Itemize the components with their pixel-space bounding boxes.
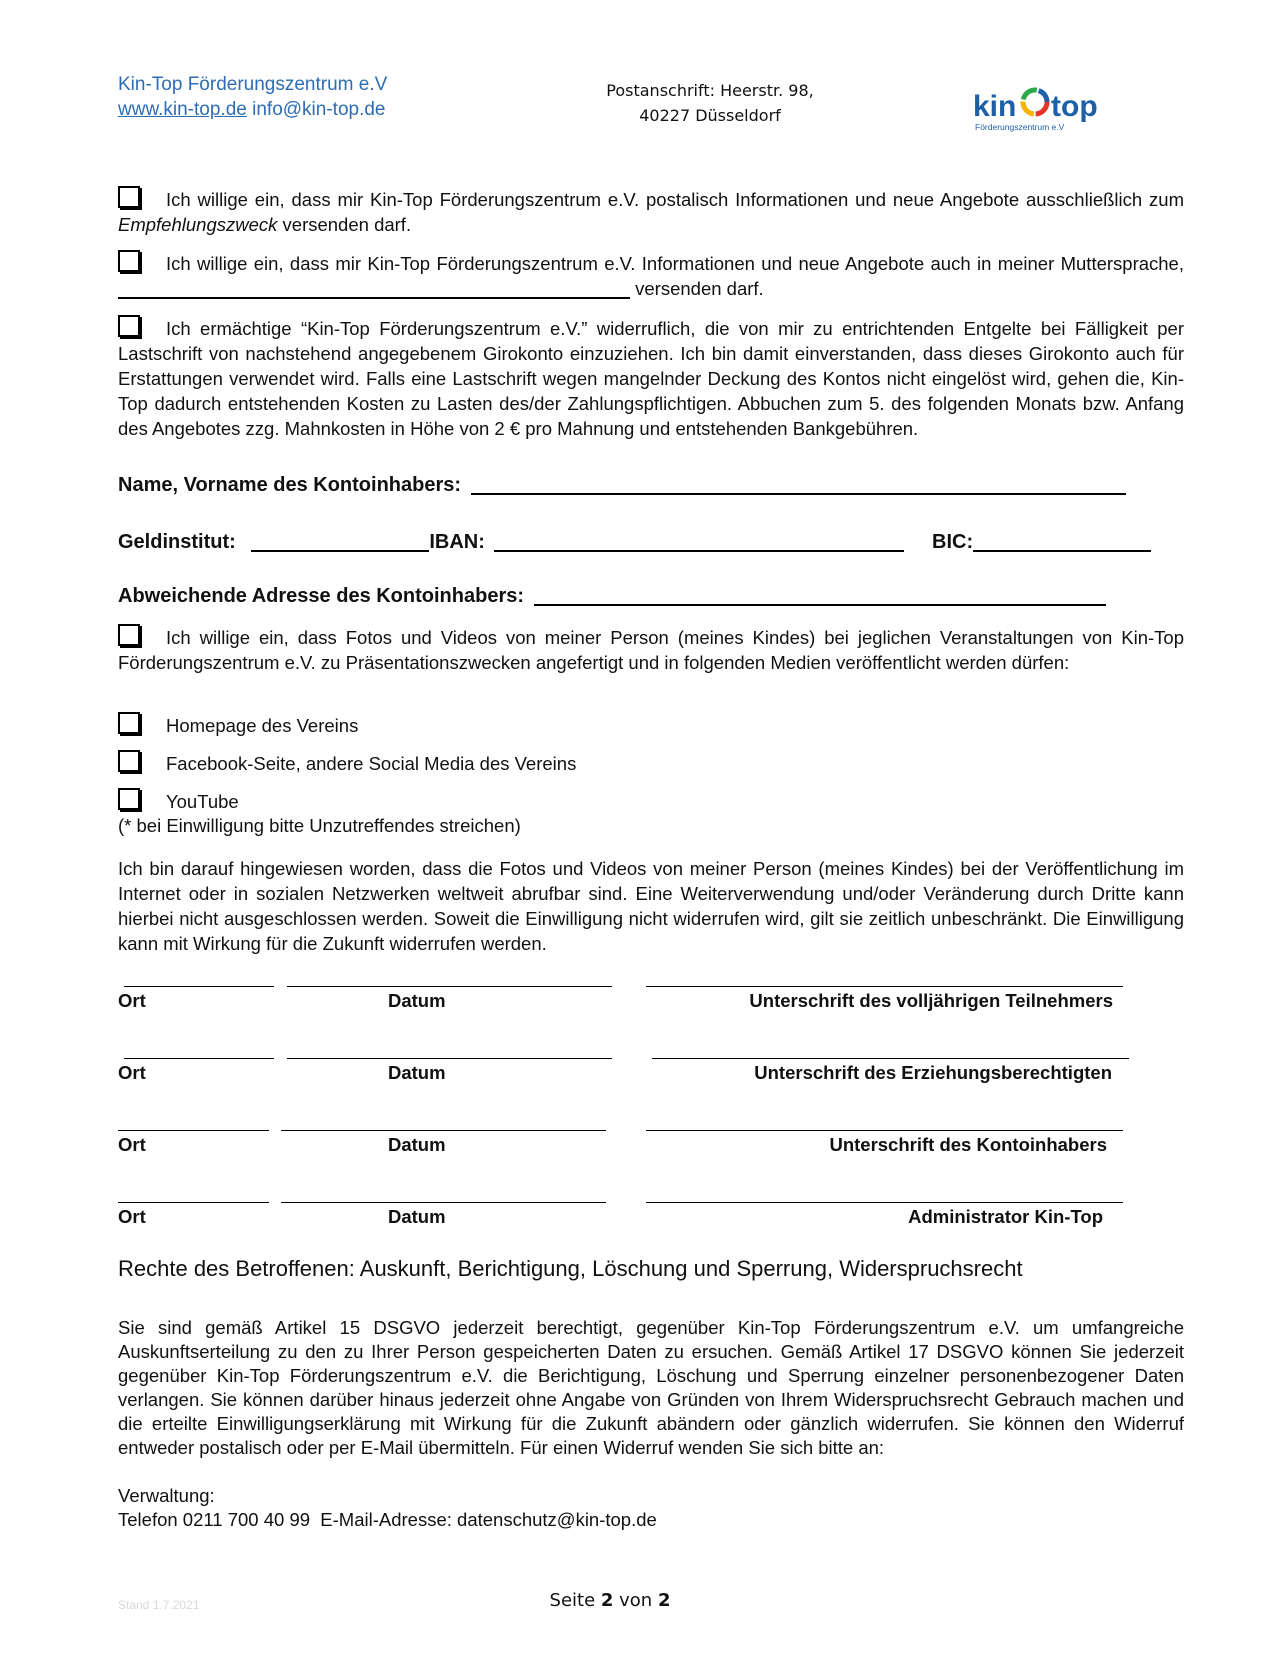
media-option-youtube	[118, 788, 239, 814]
consent-postal	[118, 186, 1184, 237]
media-option-homepage-label: Homepage des Vereins	[166, 715, 359, 736]
logo-text-left: kin	[973, 90, 1017, 123]
email-text: info@kin-top.de	[252, 99, 386, 120]
media-note: (* bei Einwilligung bitte Unzutreffendes streichen)	[118, 815, 521, 836]
consent-postal-text-post: versenden darf.	[277, 214, 412, 235]
media-option-homepage	[118, 712, 358, 738]
kin-top-logo	[973, 86, 1123, 138]
iban-input-line[interactable]	[494, 530, 904, 552]
signature-3-date-line[interactable]	[281, 1130, 606, 1131]
signature-4-date-label: Datum	[388, 1206, 446, 1227]
signature-2-date-label: Datum	[388, 1062, 446, 1083]
alt-address-label: Abweichende Adresse des Kontoinhabers:	[118, 585, 525, 607]
media-option-facebook-label: Facebook-Seite, andere Social Media des Vereins	[166, 753, 577, 774]
signature-3-signer-line[interactable]	[646, 1130, 1123, 1131]
media-option-youtube-label: YouTube	[166, 791, 239, 812]
signature-2-date-line[interactable]	[287, 1058, 612, 1059]
signature-4-signer-line[interactable]	[646, 1202, 1123, 1203]
bic-input-line[interactable]	[973, 530, 1151, 552]
signature-2-place-label: Ort	[118, 1062, 146, 1083]
signature-2-signer-label: Unterschrift des Erziehungsberechtigten	[754, 1062, 1112, 1083]
logo-text-right: top	[1051, 90, 1098, 123]
signature-4-place-line[interactable]	[118, 1202, 269, 1203]
signature-1-date-line[interactable]	[287, 986, 612, 987]
consent-postal-text-pre: Ich willige ein, dass mir Kin-Top Förderungszentrum e.V. postalisch Informationen und neue Angebote ausschließlich zum	[166, 189, 1184, 210]
signature-1-signer-label: Unterschrift des volljährigen Teilnehmers	[749, 990, 1113, 1011]
website-link[interactable]: www.kin-top.de	[118, 99, 247, 120]
document-version-stamp: Stand 1.7.2021	[118, 1598, 200, 1612]
signature-4-date-line[interactable]	[281, 1202, 606, 1203]
page-current: 2	[600, 1590, 614, 1611]
checkbox-direct-debit[interactable]	[118, 315, 140, 337]
bank-details-row	[118, 530, 1188, 554]
page-prefix: Seite	[549, 1590, 601, 1611]
media-disclaimer: Ich bin darauf hingewiesen worden, dass die Fotos und Videos von meiner Person (meines Kindes) bei der Veröffentlichung im Internet oder in sozialen Netzwerken weltweit abrufbar sind. Eine Weiterverwendung und/oder Veränderung durch Dritte kann hierbei nicht ausgeschlossen werden. Soweit die Einwilligung nicht widerrufen wird, gilt sie zeitlich unbeschränkt. Die Einwilligung kann mit Wirkung für die Zukunft widerrufen werden.	[118, 858, 1184, 954]
signature-1-place-line[interactable]	[124, 986, 274, 987]
logo-graphic	[973, 86, 1123, 138]
consent-media	[118, 624, 1184, 675]
consent-direct-debit-text: Ich ermächtige “Kin-Top Förderungszentrum e.V.” widerruflich, die von mir zu entrichtenden Entgelte bei Fälligkeit per Lastschrift von nachstehend angegebenem Girokonto einzuziehen. Ich bin damit einverstanden, dass dieses Girokonto auch für Erstattungen verwendet wird. Falls eine Lastschrift wegen mangelnder Deckung des Kontos nicht eingelöst wird, gehen die, Kin-Top dadurch entstehenden Kosten zu Lasten des/der Zahlungspflichtigen. Abbuchen zum 5. des folgenden Monats bzw. Anfang des Angebotes zzg. Mahnkosten in Höhe von 2 € pro Mahnung und entstehenden Bankgebühren.	[118, 318, 1184, 439]
page-number	[500, 1590, 720, 1611]
signature-1-signer-line[interactable]	[646, 986, 1123, 987]
account-holder-label: Name, Vorname des Kontoinhabers:	[118, 474, 462, 496]
account-holder-input-line[interactable]	[471, 473, 1126, 495]
signature-2-signer-line[interactable]	[652, 1058, 1129, 1059]
language-input-line[interactable]	[118, 277, 630, 299]
checkbox-homepage[interactable]	[118, 712, 140, 734]
consent-media-text: Ich willige ein, dass Fotos und Videos von meiner Person (meines Kindes) bei jeglichen Veranstaltungen von Kin-Top Förderungszentrum e.V. zu Präsentationszwecken angefertigt und in folgenden Medien veröffentlicht werden dürfen:	[118, 627, 1184, 673]
alt-address-input-line[interactable]	[534, 584, 1106, 606]
checkbox-facebook[interactable]	[118, 750, 140, 772]
consent-postal-emphasis: Empfehlungszweck	[118, 214, 278, 235]
rights-section-body: Sie sind gemäß Artikel 15 DSGVO jederzeit berechtigt, gegenüber Kin-Top Förderungszentrum e.V. um umfangreiche Auskunftserteilung zu den zu Ihrer Person gespeicherten Daten zu ersuchen. Gemäß Artikel 17 DSGVO können Sie jederzeit gegenüber Kin-Top Förderungszentrum e.V. die Berichtigung, Löschung und Sperrung einzelner personenbezogener Daten verlangen. Sie können darüber hinaus jederzeit ohne Angabe von Gründen von Ihrem Widerspruchsrecht Gebrauch machen und die erteilte Einwilligungserklärung mit Wirkung für die Zukunft abändern oder gänzlich widerrufen. Sie können den Widerruf entweder postalisch oder per E-Mail übermitteln. Für einen Widerruf wenden Sie sich bitte an:	[118, 1317, 1184, 1458]
consent-language-text-post: versenden darf.	[630, 278, 764, 299]
bank-input-line[interactable]	[251, 530, 429, 552]
checkbox-postal[interactable]	[118, 186, 140, 208]
page-mid: von	[613, 1590, 658, 1611]
signature-1-date-label: Datum	[388, 990, 446, 1011]
postal-line-1: Postanschrift: Heerstr. 98,	[606, 81, 814, 100]
page-total: 2	[657, 1590, 671, 1611]
account-holder-field	[118, 473, 1126, 497]
bic-label: BIC:	[932, 531, 974, 553]
consent-language	[118, 250, 1184, 301]
signature-1-place-label: Ort	[118, 990, 146, 1011]
signature-3-place-line[interactable]	[118, 1130, 269, 1131]
organization-contact	[118, 99, 386, 121]
logo-swirl-icon	[1023, 90, 1047, 114]
admin-contact: Telefon 0211 700 40 99 E-Mail-Adresse: datenschutz@kin-top.de	[118, 1509, 657, 1530]
logo-subtitle: Förderungszentrum e.V	[975, 122, 1065, 132]
postal-line-2: 40227 Düsseldorf	[639, 106, 781, 125]
rights-section-title: Rechte des Betroffenen: Auskunft, Berichtigung, Löschung und Sperrung, Widerspruchsrecht	[118, 1256, 1023, 1281]
consent-direct-debit	[118, 315, 1184, 441]
alt-address-field	[118, 584, 1106, 608]
bank-label: Geldinstitut:	[118, 531, 236, 553]
checkbox-language[interactable]	[118, 250, 140, 272]
signature-3-date-label: Datum	[388, 1134, 446, 1155]
organization-name: Kin-Top Förderungszentrum e.V	[118, 74, 388, 95]
signature-4-place-label: Ort	[118, 1206, 146, 1227]
consent-language-text-pre: Ich willige ein, dass mir Kin-Top Förderungszentrum e.V. Informationen und neue Angebote auch in meiner Muttersprache,	[166, 253, 1184, 274]
checkbox-media[interactable]	[118, 624, 140, 646]
signature-3-place-label: Ort	[118, 1134, 146, 1155]
admin-label: Verwaltung:	[118, 1485, 215, 1506]
media-option-facebook	[118, 750, 576, 776]
signature-2-place-line[interactable]	[124, 1058, 274, 1059]
signature-4-signer-label: Administrator Kin-Top	[908, 1206, 1103, 1227]
checkbox-youtube[interactable]	[118, 788, 140, 810]
signature-3-signer-label: Unterschrift des Kontoinhabers	[829, 1134, 1107, 1155]
postal-address	[560, 78, 860, 128]
iban-label: IBAN:	[429, 531, 485, 553]
